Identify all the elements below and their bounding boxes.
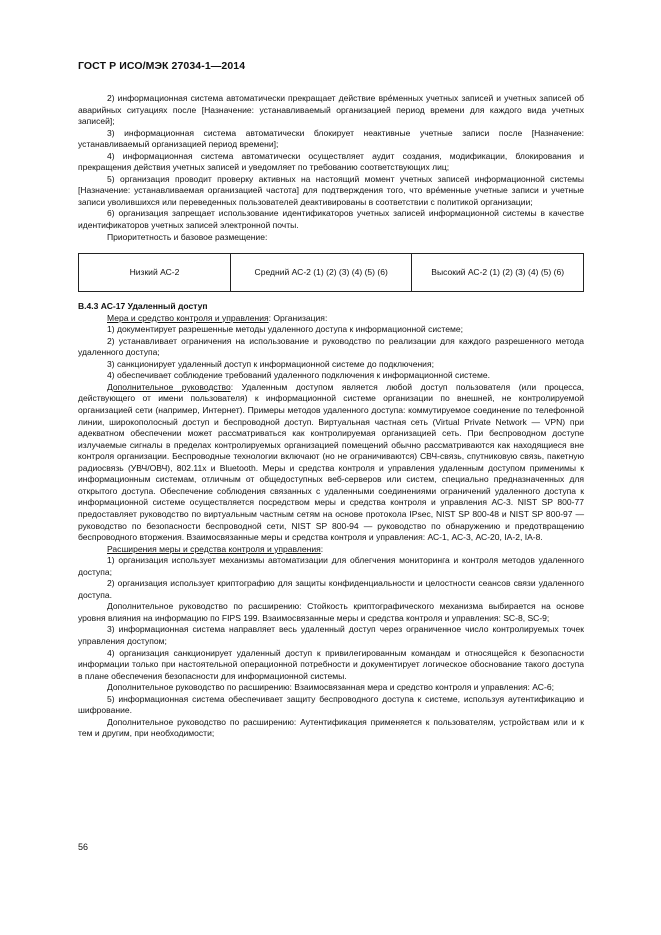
paragraph: 4) информационная система автоматически осуществляет аудит создания, модификации, блокирования и прекращения действия учетных записей и уведомляет по требованию соответствующих лиц; [78, 150, 584, 173]
guidance-text: : Удаленным доступом является любой доступ пользователя (или процесса, действующего от имени пользователя) к информационной системе организации по внешней, не контролируемой организацией сети (например, Интернет). Примеры методов удаленного доступа: коммутируемое соединение по телефонной линии, широкополосный доступ и беспроводной доступ. Виртуальная частная сеть (Virtual Private Network — VPN) при адекватном обеспечении может рассматриваться как контролируемая организацией сеть. При беспроводном доступе излучаемые сигналы в пределах контролируемых организацией помещений обычно рассматриваются как находящиеся вне контроля организации. Беспроводные технологии включают (но не ограничиваются) СВЧ-связь, спутниковую связь, пакетную радиосвязь (УВЧ/ОВЧ), 802.11x и Bluetooth. Меры и средства контроля и управления удаленным доступом применимы к информационным системам, отличным от общедоступных веб-серверов или систем, специально предназначенных для открытого доступа. Обеспечение соблюдения связанных с удаленными соединениями ограничений удаленного доступа к информационной системе осуществляется посредством меры и средства контроля и управления АС-3. NIST SP 800-77 предоставляет руководство по виртуальным частным сетям на основе протокола IPsec, NIST SP 800-48 и NIST SP 800-97 — руководство по безопасности беспроводной сети, NIST SP 800-94 — руководство по обнаружению и предотвращению беспроводного вторжения. Взаимосвязанные меры и средства контроля и управления: АС-1, АС-3, АС-20, IA-2, IA-8. [78, 381, 584, 543]
paragraph: 6) организация запрещает использование идентификаторов учетных записей информационной системы в качестве идентификаторов учетных записей электронной почты. [78, 208, 584, 231]
table-row [79, 254, 584, 292]
page-number: 56 [78, 842, 89, 852]
paragraph: 5) информационная система обеспечивает защиту беспроводного доступа к системе, используя аутентификацию и шифрование. [78, 693, 584, 716]
paragraph: 2) информационная система автоматически прекращает действие вре́менных учетных записей и учетных записей об аварийных ситуациях после [Назначение: устанавливаемый организацией период времени для каждого вида учетных записей]; [78, 93, 584, 127]
table-cell-moderate: Средний АС-2 (1) (2) (3) (4) (5) (6) [230, 254, 411, 292]
paragraph: Приоритетность и базовое размещение: [107, 231, 268, 242]
measure-intro [78, 313, 584, 325]
list-item: 3) санкционирует удаленный доступ к информационной системе до подключения; [107, 358, 434, 369]
priority-table [78, 253, 584, 292]
extensions-intro [78, 544, 584, 556]
list-item: 4) обеспечивает соблюдение требований удаленного подключения к информационной системе. [107, 370, 490, 381]
measure-rest: : Организация: [268, 312, 328, 323]
guidance-label: Дополнительное руководство [107, 381, 231, 392]
paragraph: Дополнительное руководство по расширению: Взаимосвязанная мера и средство контроля и управления: АС-6; [107, 682, 554, 693]
paragraph: 5) организация проводит проверку активных на настоящий момент учетных записей информационной системы [Назначение: устанавливаемая организацией частота] для подтверждения того, что вре́менные учетные записи и учетные записи уволившихся или переведенных пользователей деактивированы в соответствии с политикой организации; [78, 173, 584, 207]
extensions-label: Расширения меры и средства контроля и управления [107, 543, 321, 554]
table-cell-low: Низкий АС-2 [79, 254, 231, 292]
paragraph: 3) информационная система автоматически блокирует неактивные учетные записи после [Назначение: устанавливаемый организацией период времени]; [78, 127, 584, 150]
paragraph: Дополнительное руководство по расширению: Стойкость криптографического механизма выбирается на основе уровня влияния на информацию по FIPS 199. Взаимосвязанные меры и средства контроля и управления: SC-8, SC-9; [78, 601, 584, 623]
section-heading: В.4.3 АС-17 Удаленный доступ [78, 301, 208, 312]
paragraph: Дополнительное руководство по расширению: Аутентификация применяется к пользователям, устройствам или и к тем и другим, при необходимости; [78, 716, 584, 739]
extensions-rest: : [320, 543, 324, 554]
paragraph: 2) организация использует криптографию для защиты конфиденциальности и целостности сеансов связи удаленного доступа. [78, 578, 584, 600]
page-body [78, 93, 584, 740]
list-item: 1) документирует разрешенные методы удаленного доступа к информационной системе; [107, 324, 463, 335]
paragraph: 4) организация санкционирует удаленный доступ к привилегированным командам и относящейся к безопасности информации только при настоятельной операционной потребности и документирует логическое обоснование такого доступа в плане обеспечения безопасности для информационной системы. [78, 647, 584, 681]
page-header: ГОСТ Р ИСО/МЭК 27034-1—2014 [78, 60, 246, 72]
table-cell-high: Высокий АС-2 (1) (2) (3) (4) (5) (6) [412, 254, 584, 292]
list-item: 2) устанавливает ограничения на использование и руководство по реализации для каждого разрешенного метода удаленного доступа; [78, 335, 584, 358]
measure-label: Мера и средство контроля и управления [107, 312, 269, 323]
paragraph: 3) информационная система направляет весь удаленный доступ через ограниченное число контролируемых точек управления доступом; [78, 624, 584, 646]
guidance-paragraph [78, 382, 584, 544]
paragraph: 1) организация использует механизмы автоматизации для облегчения мониторинга и контроля методов удаленного доступа; [78, 555, 584, 577]
